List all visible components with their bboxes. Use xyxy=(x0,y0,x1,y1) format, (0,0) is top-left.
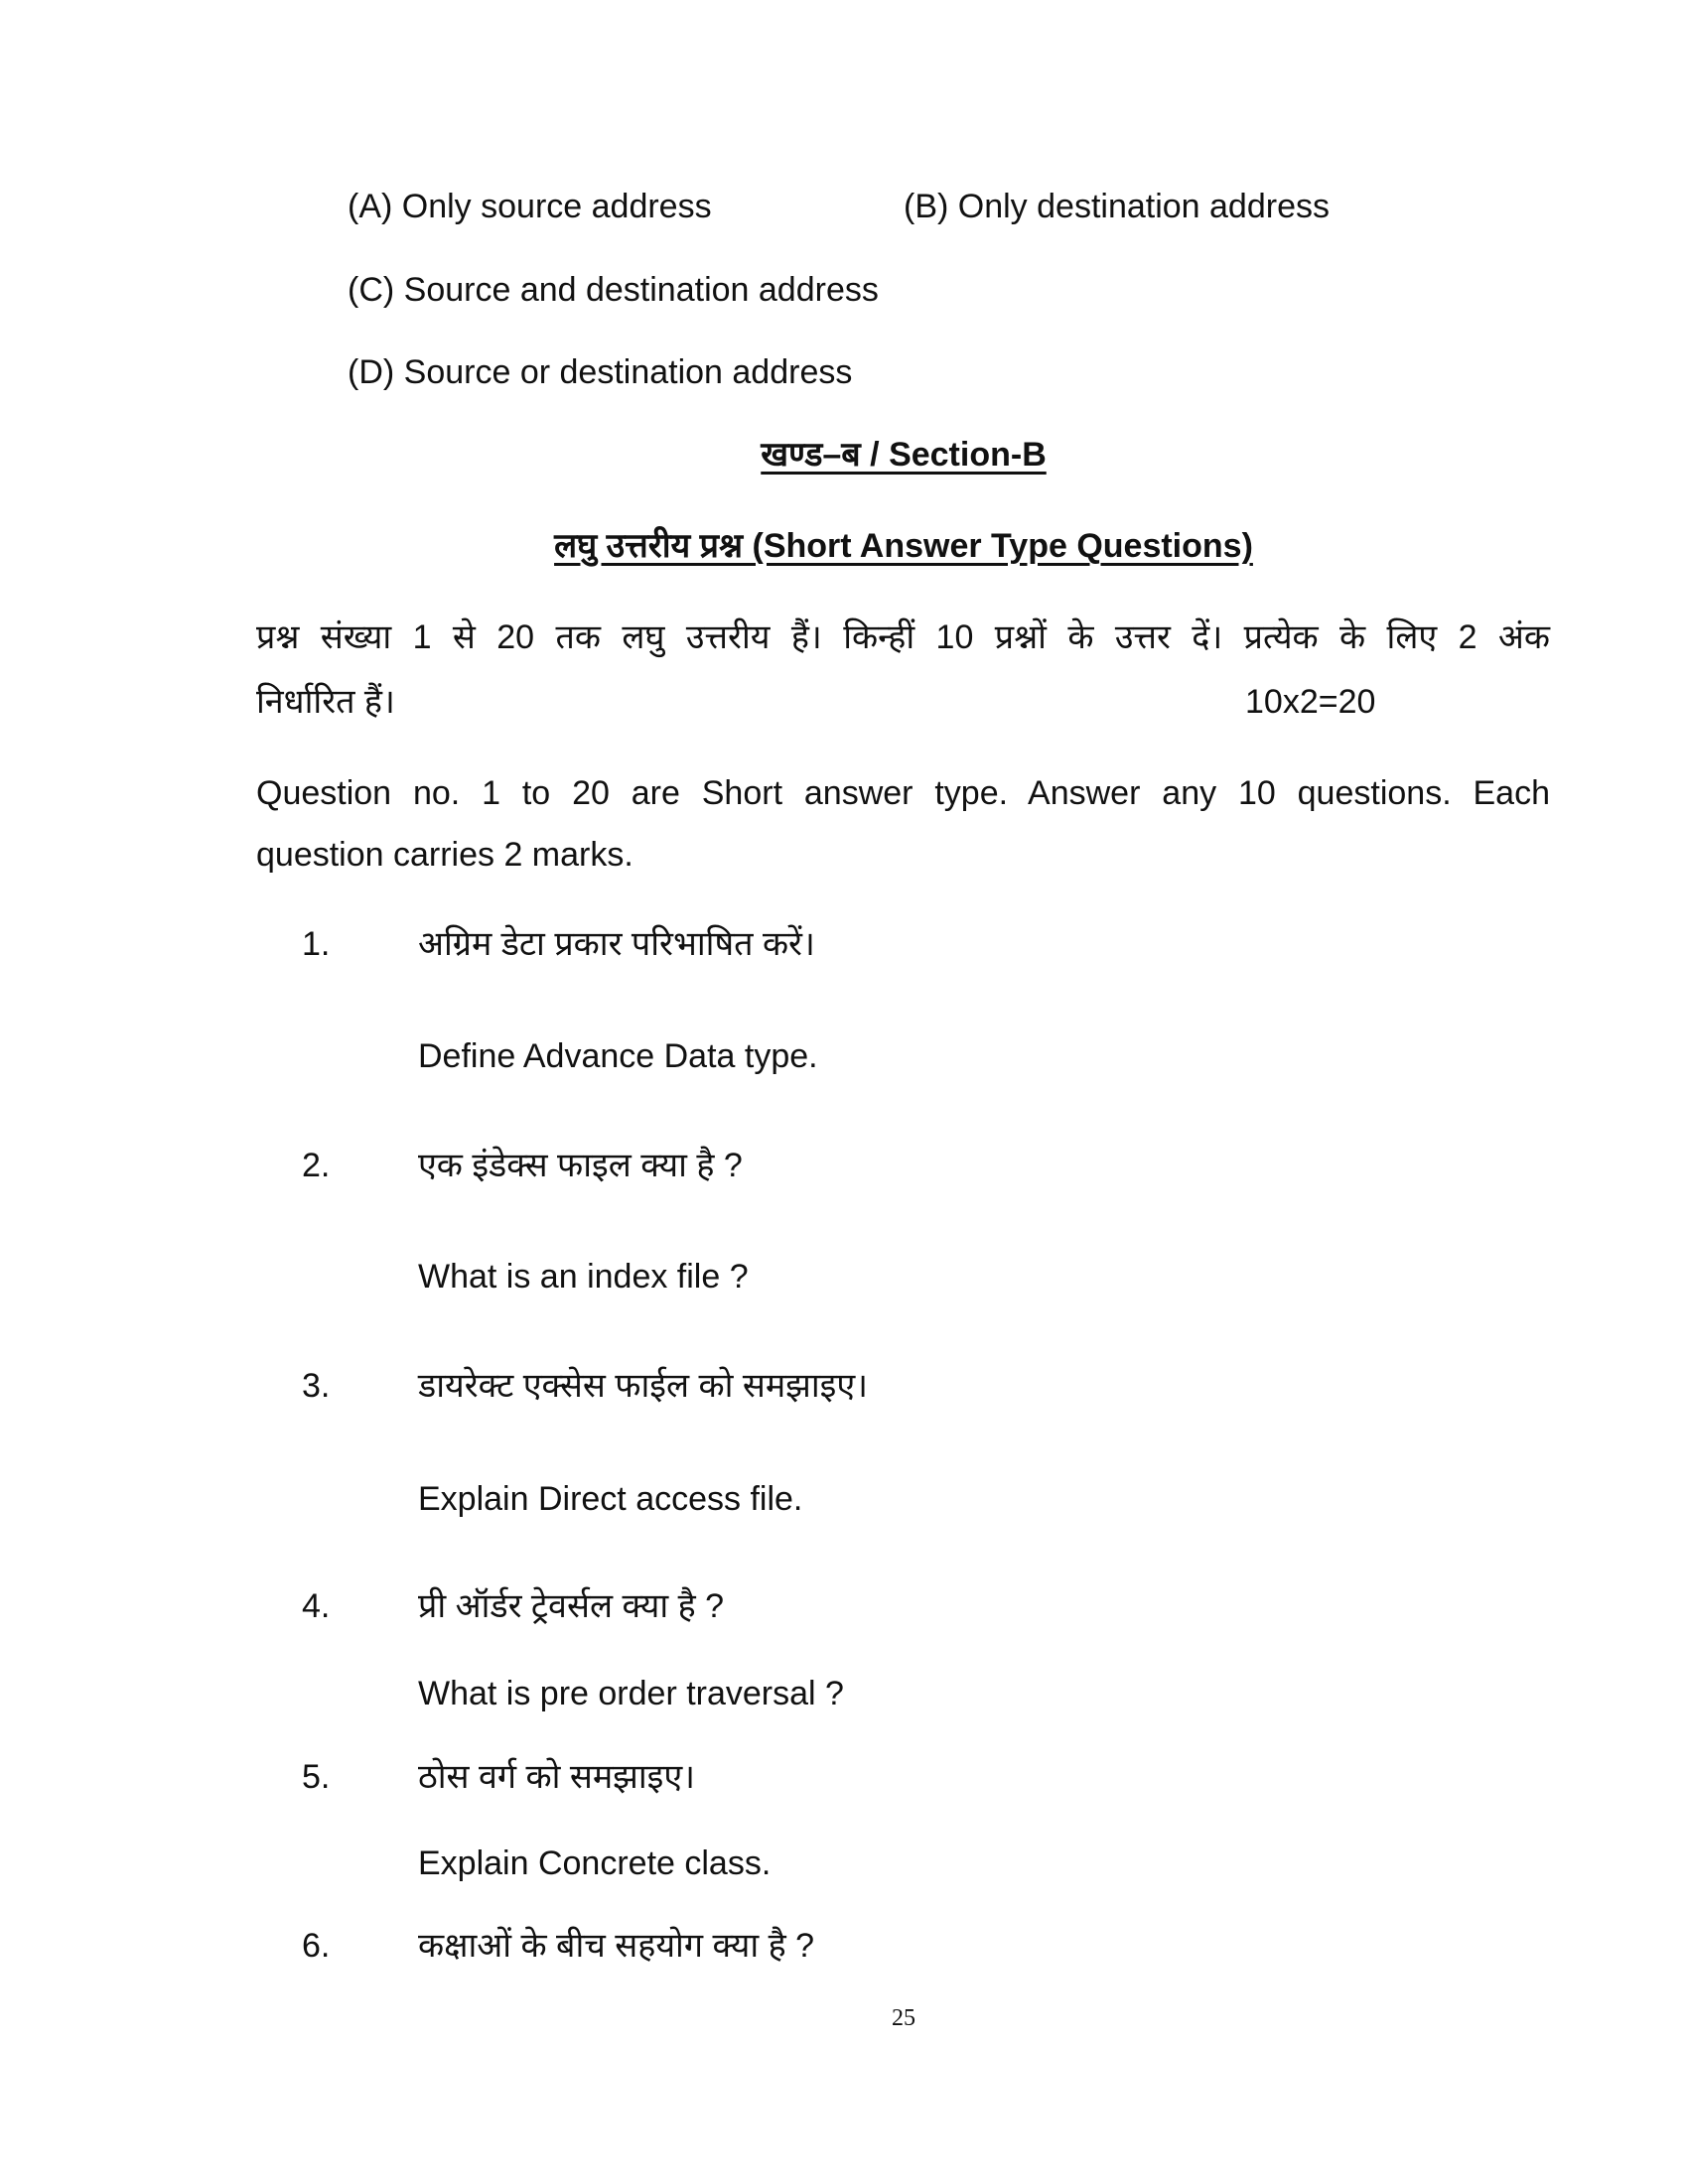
question-hindi: कक्षाओं के बीच सहयोग क्या है ? xyxy=(418,1927,815,1965)
question-english: Define Advance Data type. xyxy=(418,1037,818,1075)
option-d: (D) Source or destination address xyxy=(348,353,853,391)
instructions-hindi-line2: निर्धारित हैं। xyxy=(256,683,395,721)
question-hindi: अग्रिम डेटा प्रकार परिभाषित करें। xyxy=(418,925,815,963)
question-number: 4. xyxy=(302,1587,331,1625)
question-number: 5. xyxy=(302,1758,331,1796)
question-hindi: ठोस वर्ग को समझाइए। xyxy=(418,1758,696,1796)
question-hindi: प्री ऑर्डर ट्रेवर्सल क्या है ? xyxy=(418,1587,725,1625)
question-hindi: डायरेक्ट एक्सेस फाईल को समझाइए। xyxy=(418,1367,869,1405)
section-title: खण्ड–ब / Section-B xyxy=(761,436,1047,474)
question-number: 2. xyxy=(302,1147,331,1184)
question-english: What is an index file ? xyxy=(418,1258,749,1296)
question-number: 1. xyxy=(302,925,331,963)
marks-formula: 10x2=20 xyxy=(1245,683,1376,721)
option-c: (C) Source and destination address xyxy=(348,271,879,309)
question-english: Explain Concrete class. xyxy=(418,1844,772,1882)
option-a: (A) Only source address xyxy=(348,188,712,225)
instructions-english-line2: question carries 2 marks. xyxy=(256,836,633,874)
question-number: 3. xyxy=(302,1367,331,1405)
question-number: 6. xyxy=(302,1927,331,1965)
question-hindi: एक इंडेक्स फाइल क्या है ? xyxy=(418,1147,743,1184)
question-english: Explain Direct access file. xyxy=(418,1480,803,1518)
instructions-hindi-line1: प्रश्न संख्या 1 से 20 तक लघु उत्तरीय हैं। किन्हीं 10 प्रश्नों के उत्तर दें। प्रत्येक के लिए 2 अंक xyxy=(256,618,1550,656)
option-b: (B) Only destination address xyxy=(904,188,1330,225)
section-subtitle: लघु उत्तरीय प्रश्न (Short Answer Type Questions) xyxy=(554,527,1253,565)
page-number: 25 xyxy=(892,2005,915,2031)
question-english: What is pre order traversal ? xyxy=(418,1675,844,1712)
instructions-english-line1: Question no. 1 to 20 are Short answer type. Answer any 10 questions. Each xyxy=(256,774,1550,812)
